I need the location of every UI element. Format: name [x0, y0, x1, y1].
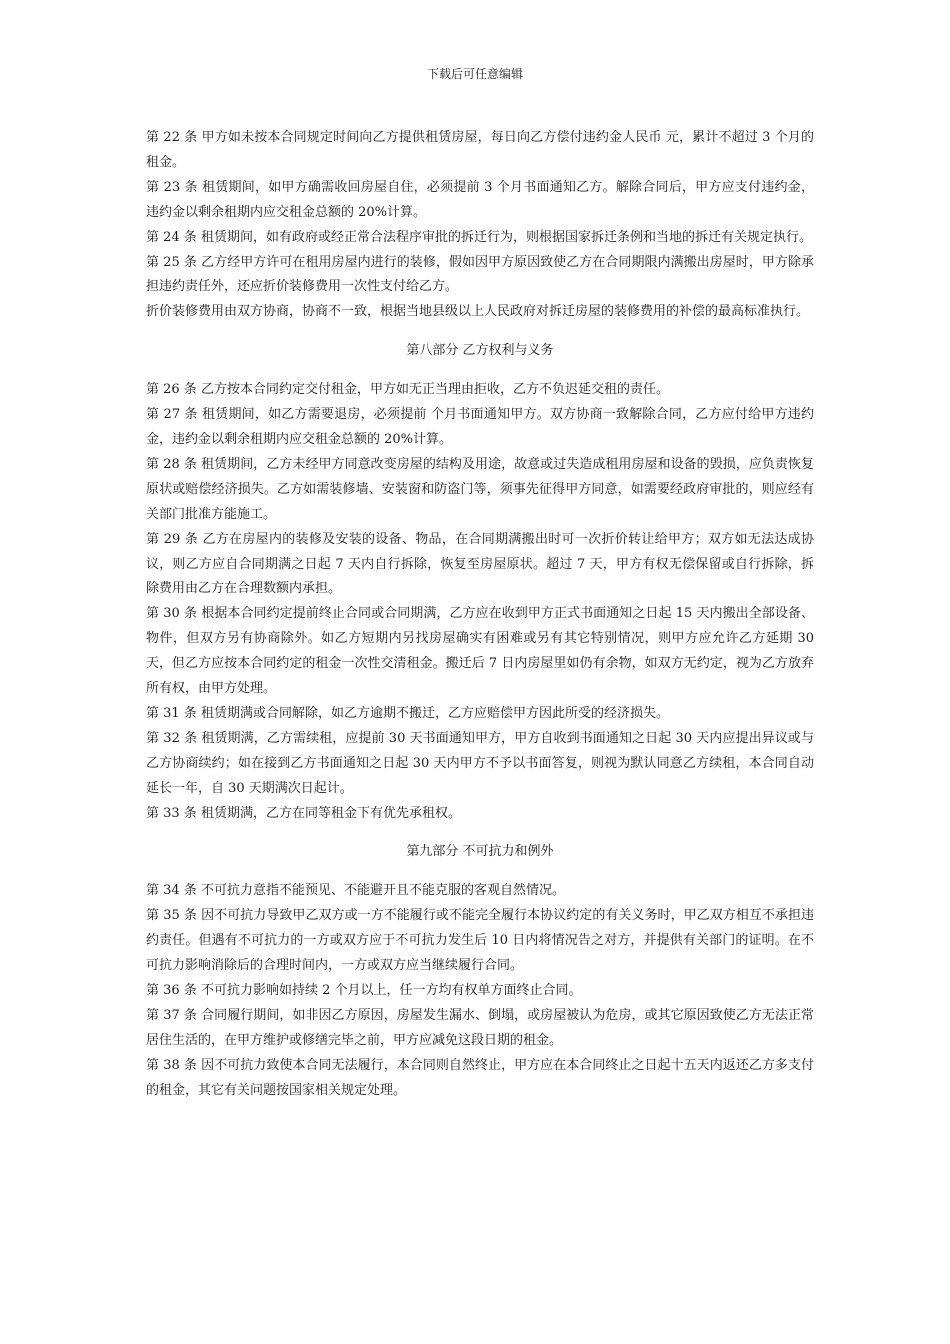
clause-33: 第 33 条 租赁期满，乙方在同等租金下有优先承租权。 — [146, 805, 461, 821]
clause-34: 第 34 条 不可抗力意指不能预见、不能避开且不能克服的客观自然情况。 — [146, 883, 565, 899]
clause-25: 第 25 条 乙方经甲方许可在租用房屋内进行的装修，假如因甲方原因致使乙方在合同期限内满搬出房屋时，甲方除承担违约责任外，还应折价装修费用一次性支付给乙方。 — [146, 254, 814, 295]
clause-25-note: 折价装修费用由双方协商，协商不一致，根据当地县级以上人民政府对拆迁房屋的装修费用的补偿的最高标准执行。 — [146, 304, 810, 320]
section-title-part9: 第九部分 不可抗力和例外 — [406, 844, 554, 860]
clause-29: 第 29 条 乙方在房屋内的装修及安装的设备、物品，在合同期满搬出时可一次折价转让给甲方；双方如无法达成协议，则乙方应自合同期满之日起 7 天内自行拆除，恢复至房屋原状。超过 7 天，甲方有权无偿保留或自行拆除，拆除费用由乙方在合理数额内承担。 — [146, 531, 814, 597]
part9-clauses — [146, 879, 814, 1103]
clause-26: 第 26 条 乙方按本合同约定交付租金，甲方如无正当理由拒收，乙方不负迟延交租的责任。 — [146, 382, 669, 398]
part7-clauses — [146, 126, 814, 325]
clause-23: 第 23 条 租赁期间，如甲方确需收回房屋自住，必须提前 3 个月书面通知乙方。解除合同后，甲方应支付违约金，违约金以剩余租期内应交租金总额的 20%计算。 — [146, 179, 814, 220]
section-title-part8: 第八部分 乙方权利与义务 — [406, 343, 554, 359]
document-body — [146, 126, 814, 1104]
clause-27: 第 27 条 租赁期间，如乙方需要退房，必须提前 个月书面通知甲方。双方协商一致解除合同，乙方应付给甲方违约金，违约金以剩余租期内应交租金总额的 20%计算。 — [146, 407, 814, 447]
clause-37: 第 37 条 合同履行期间，如非因乙方原因，房屋发生漏水、倒塌，或房屋被认为危房，或其它原因致使乙方无法正常居住生活的，在甲方维护或修缮完毕之前，甲方应减免这段日期的租金。 — [146, 1007, 814, 1048]
clause-22: 第 22 条 甲方如未按本合同规定时间向乙方提供租赁房屋，每日向乙方偿付违约金人民币 元，累计不超过 3 个月的租金。 — [146, 130, 814, 170]
clause-36: 第 36 条 不可抗力影响如持续 2 个月以上，任一方均有权单方面终止合同。 — [146, 983, 582, 998]
clause-38: 第 38 条 因不可抗力致使本合同无法履行，本合同则自然终止，甲方应在本合同终止之日起十五天内返还乙方多支付的租金，其它有关问题按国家相关规定处理。 — [146, 1057, 814, 1098]
clause-31: 第 31 条 租赁期满或合同解除，如乙方逾期不搬迁，乙方应赔偿甲方因此所受的经济损失。 — [146, 705, 669, 721]
clause-35: 第 35 条 因不可抗力导致甲乙双方或一方不能履行或不能完全履行本协议约定的有关义务时，甲乙双方相互不承担违约责任。但遇有不可抗力的一方或双方应于不可抗力发生后 10 日内将情况告之对方，并提供有关部门的证明。在不可抗力影响消除后的合理时间内，一方或双方应当继续履行合同。 — [146, 908, 814, 974]
clause-30: 第 30 条 根据本合同约定提前终止合同或合同期满，乙方应在收到甲方正式书面通知之日起 15 天内搬出全部设备、物件，但双方另有协商除外。如乙方短期内另找房屋确实有困难或另有其它特别情况，则甲方应允许乙方延期 30 天，但乙方应按本合同约定的租金一次性交清租金。搬迁后 7 日内房屋里如仍有余物，如双方无约定，视为乙方放弃所有权，由甲方处理。 — [146, 606, 814, 697]
clause-28: 第 28 条 租赁期间，乙方未经甲方同意改变房屋的结构及用途，故意或过失造成租用房屋和设备的毁损，应负责恢复原状或赔偿经济损失。乙方如需装修墙、安装窗和防盗门等，须事先征得甲方同意，如需要经政府审批的，则应经有关部门批准方能施工。 — [146, 456, 814, 522]
part8-clauses — [146, 378, 814, 826]
clause-32: 第 32 条 租赁期满，乙方需续租，应提前 30 天书面通知甲方，甲方自收到书面通知之日起 30 天内应提出异议或与乙方协商续约；如在接到乙方书面通知之日起 30 天内甲方不予以书面答复，则视为默认同意乙方续租，本合同自动延长一年，自 30 天期满次日起计。 — [146, 730, 814, 796]
page-header: 下载后可任意编辑 — [426, 67, 523, 81]
clause-24: 第 24 条 租赁期间，如有政府或经正常合法程序审批的拆迁行为，则根据国家拆迁条例和当地的拆迁有关规定执行。 — [146, 229, 812, 245]
